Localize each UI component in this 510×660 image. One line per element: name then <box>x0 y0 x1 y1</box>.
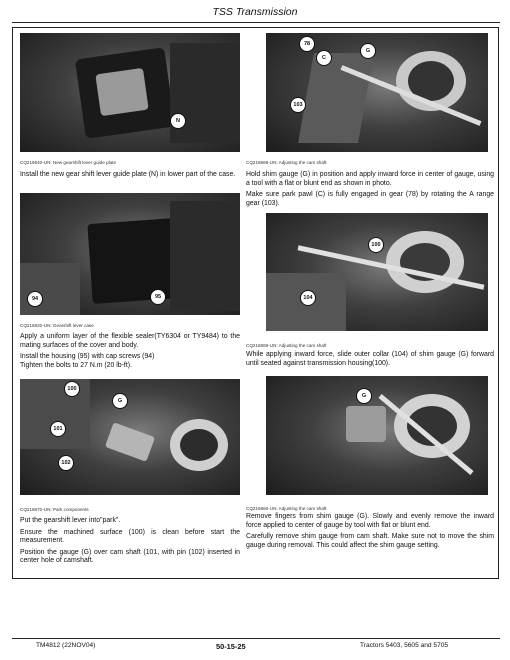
footer-page-number: 50-15-25 <box>216 642 246 651</box>
header-rule <box>12 22 500 23</box>
figure-caption: CQ216860-UN: Adjusting the cam shaft <box>246 506 327 511</box>
callout-103: 103 <box>290 97 306 113</box>
figure-caption: CQ216820-UN: Gearshift lever case <box>20 323 94 328</box>
callout-101: 101 <box>50 421 66 437</box>
step-position-gauge: Position the gauge (G) over cam shaft (101, with pin (102) inserted in center hole of camshaft. <box>20 548 240 565</box>
step-install-housing: Install the housing (95) with cap screws (94) <box>20 353 155 361</box>
callout-95: 95 <box>150 289 166 305</box>
footer-rule <box>12 638 500 639</box>
photo-cam-shaft-3 <box>266 376 488 495</box>
step-clean-surface: Ensure the machined surface (100) is clean before start the measurement. <box>20 528 240 545</box>
callout-94: 94 <box>27 291 43 307</box>
photo-park-components <box>20 379 240 495</box>
figure-caption: CQ216840-UN: New gearshift lever guide plate <box>20 160 117 165</box>
callout-100: 100 <box>368 237 384 253</box>
step-remove-gauge: Carefully remove shim gauge from cam shaft. Make sure not to move the shim gauge during removal. This could affect the shim gauge setting. <box>246 533 494 549</box>
step-slide-collar: While applying inward force, slide outer collar (104) of shim gauge (G) forward until seated against transmission housing(100). <box>246 351 494 367</box>
callout-g: G <box>360 43 376 59</box>
step-install-guide-plate: Install the new gear shift lever guide plate (N) in lower part of the case. <box>20 171 236 178</box>
callout-100: 100 <box>64 381 80 397</box>
photo-gearshift-case <box>20 193 240 315</box>
page-title: TSS Transmission <box>212 6 298 18</box>
step-apply-sealer: Apply a uniform layer of the flexible sealer(TY6304 or TY9484) to the mating surfaces of the cover and body. <box>20 333 240 349</box>
callout-104: 104 <box>300 290 316 306</box>
figure-caption: CQ216868-UN: Adjusting the cam shaft <box>246 160 327 165</box>
callout-g: G <box>356 388 372 404</box>
callout-78: 78 <box>299 36 315 52</box>
callout-g: G <box>112 393 128 409</box>
footer-models: Tractors 5403, 5605 and 5705 <box>360 642 449 649</box>
callout-n: N <box>170 113 186 129</box>
step-hold-shim-gauge: Hold shim gauge (G) in position and apply inward force in center of gauge, using a tool with a flat or blunt end as shown in photo. <box>246 171 494 187</box>
photo-cam-shaft-2 <box>266 213 488 331</box>
step-remove-fingers: Remove fingers from shim gauge (G). Slowly and evenly remove the inward force applied to center of gauge by tool with flat or blunt end. <box>246 513 494 529</box>
callout-c: C <box>316 50 332 66</box>
photo-guide-plate <box>20 33 240 152</box>
step-tighten-bolts: Tighten the bolts to 27 N.m (20 lb-ft). <box>20 361 132 369</box>
figure-caption: CQ216869-UN: Adjusting the cam shaft <box>246 343 327 348</box>
step-gearshift-park: Put the gearshift lever into"park". <box>20 517 121 524</box>
photo-cam-shaft-1 <box>266 33 488 152</box>
figure-caption: CQ216870-UN: Park components <box>20 507 89 512</box>
footer-doc-id: TM4812 (22NOV04) <box>36 642 96 649</box>
callout-102: 102 <box>58 455 74 471</box>
step-park-pawl: Make sure park pawl (C) is fully engaged in gear (78) by rotating the A range gear (103). <box>246 191 494 207</box>
